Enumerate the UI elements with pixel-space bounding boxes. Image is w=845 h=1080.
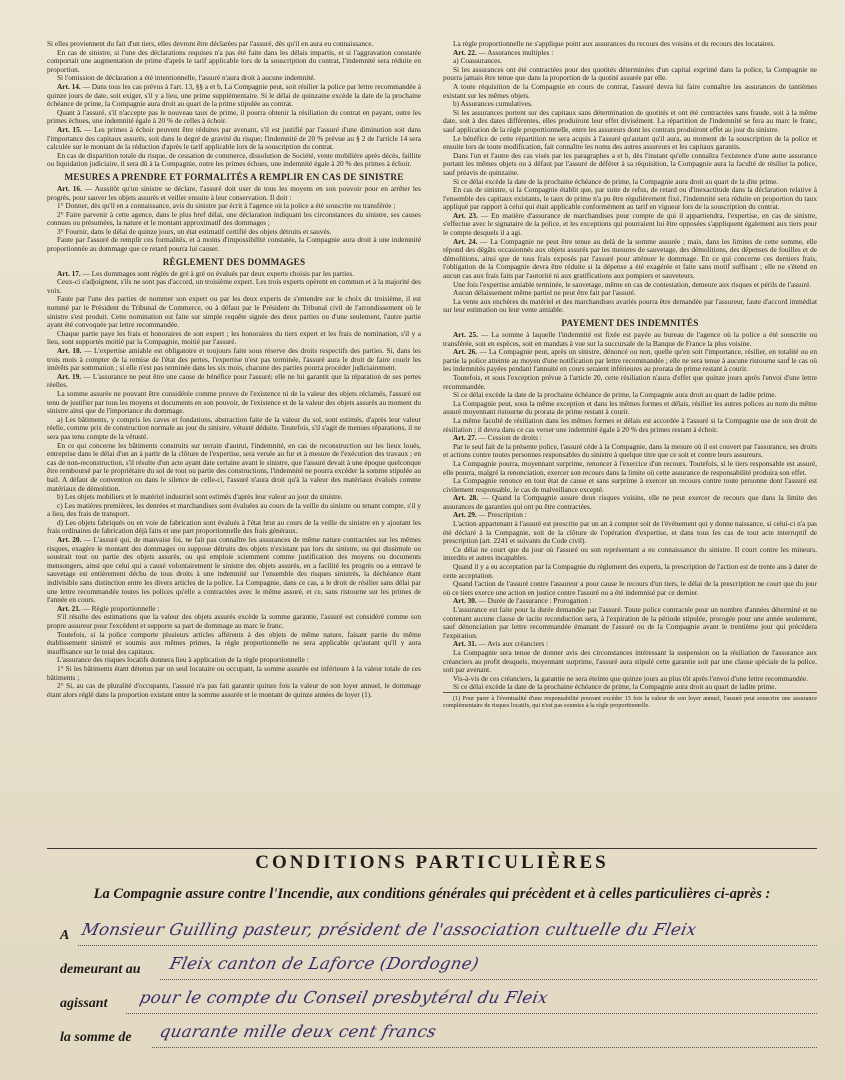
article-number: Art. 25. xyxy=(453,330,478,339)
field-sum-value: quarante mille deux cent francs xyxy=(158,1022,439,1041)
paragraph: 1° Si les bâtiments étant détenus par un seul locataire ou occupant, la somme assurée est inférieure à la valeur totale de ces bâtiments ; xyxy=(47,663,421,682)
article-text: — Durée de l'assurance : Prorogation : xyxy=(478,596,592,606)
paragraph: Faute par l'assuré de remplir ces formalités, et à moins d'impossibilité constatée, la Compagnie aura droit à une indemnité proportionnée au dommage que ce retard pourra lui causer. xyxy=(47,235,421,254)
article-paragraph xyxy=(47,373,421,390)
paragraph: Ceux-ci s'adjoignent, s'ils ne sont pas d'accord, un troisième expert. Les trois experts opèrent en commun et à la majorité des voix. xyxy=(47,277,421,295)
article-text: — Quand la Compagnie assure deux risques voisins, elle ne peut exercer de recours que dans la limite des assurances de garanties qui ont pu être contractées. xyxy=(443,493,817,511)
article-paragraph xyxy=(47,536,421,605)
paragraph: S'il résulte des estimations que la valeur des objets assurés excède la somme garantie, l'assuré est considéré comme son propre assureur pour l'excédent et supporte sa part de dommage au marc le franc. xyxy=(47,612,421,630)
paragraph: Toutefois, si la police comporte plusieurs articles afférents à des objets de même nature, faisant partie du même établissement sinistré et soumis aux mêmes primes, la règle proportionnelle ne sera applicable qu'autant qu'il y aura insuffisance sur le total des capitaux. xyxy=(47,629,421,656)
paragraph: Ce délai ne court que du jour où l'assuré ou son représentant a eu connaissance du sinistre. Il court contre les mineurs, interdits et autres incapables. xyxy=(443,544,817,563)
general-conditions-text xyxy=(47,40,817,840)
article-text: — L'expertise amiable est obligatoire et toujours faite sous réserve des droits respectifs des parties. Si, dans les trois mois à compter de la remise de l'état des pertes, l'expertise n'est pas terminée, l'assuré aura le droit de faire courir les intérêts par sommation ; si elle n'est pas terminée dans les six mois, chacune des parties pourra procéder judiciairement. xyxy=(47,346,421,373)
field-residence xyxy=(60,954,817,982)
article-text: — Avis aux créanciers : xyxy=(478,639,549,649)
paragraph: A toute réquisition de la Compagnie en cours de contrat, l'assuré devra lui faire connaître les assurances de tantièmes existant sur les mêmes objets. xyxy=(443,81,817,100)
paragraph: 3° Fournir, dans le délai de quinze jours, un état estimatif certifié des objets détruits et sauvés. xyxy=(57,226,332,236)
article-paragraph xyxy=(47,126,421,152)
paragraph: L'assurance est faite pour la durée demandée par l'assuré. Toute police contractée pour un nombre d'années déterminé et ne contenant aucune clause de tacite reconduction sera, à l'expiration de la période stipulée, prorogée pour une année seulement, sauf dénonciation par lettre recommandée émanant de l'assuré ou de la Compagnie avant le trentième jour qui précédera l'expiration. xyxy=(443,605,817,640)
article-number: Art. 27. xyxy=(453,433,477,443)
paragraph: La Compagnie peut, sous la même exception et dans les mêmes formes et délais, résilier les autres polices au nom du même assuré moyennant ristourne du prorata de prime restant à courir. xyxy=(443,398,817,417)
article-number: Art. 31. xyxy=(453,639,477,649)
article-text: — Les primes à échoir peuvent être réduites par avenant, s'il est justifié par l'assuré d'une diminution soit dans l'importance des capitaux assurés, soit dans le degré de gravité du risque; l'indemnité de 20 % prévue au § 2 de l'article 14 sera calculée sur le montant de la réduction d'après le tarif applicable lors de la souscription du contrat. xyxy=(47,124,421,152)
article-paragraph xyxy=(47,185,421,202)
field-insured-value: Monsieur Guilling pasteur, président de l'association cultuelle du Fleix xyxy=(80,920,699,939)
paragraph: La somme assurée ne pouvant être considérée comme preuve de l'existence ni de la valeur des objets réclamés, l'assuré est tenu de justifier par tous les moyens et documents en son pouvoir, de l'existence et de la valeur des objets assurés au moment du sinistre ainsi que de l'importance du dommage. xyxy=(47,388,421,416)
paragraph: La même faculté de résiliation dans les mêmes formes et délais est accordée à l'assuré si la Compagnie use de son droit de résiliation ; il devra dans ce cas verser une indemnité égale à 20 % des primes restant à échoir. xyxy=(443,415,817,434)
article-number: Art. 17. xyxy=(57,268,81,278)
article-text: — L'assuré qui, de mauvaise foi, ne fait pas connaître les assurances de même nature contractées sur les mêmes risques, exagère le montant des dommages ou suppose détruits des objets n'existant pas lors du sinistre, ou qui dissimule ou soustrait tout ou partie des objets assurés, ou qui emploie sciemment comme justification des moyens ou documents mensongers, ainsi que celui qui a causé volontairement le sinistre des objets assurés, en a facilité les progrès ou a entravé le sauvetage est entièrement déchu de tous droits à une indemnité sur l'ensemble des risques sinistrés, la déchéance étant indivisible sans distinction entre les divers articles de la police. La Compagnie, dans ce cas, a le droit de résilier sans délai par une lettre recommandée toutes les polices qu'elle a contractées avec le même assuré, et ce, sans ristourne sur les primes de l'année en cours. xyxy=(47,535,421,605)
right-column xyxy=(443,40,817,840)
article-text: — Assurances multiples : xyxy=(478,47,554,57)
paragraph: 2° Faire parvenir à cette agence, dans le plus bref délai, une déclaration indiquant les circonstances du sinistre, ses causes connues ou présumées, la nature et le montant approximatif des dommages ; xyxy=(47,209,421,228)
paragraph: 1° Donner, dès qu'il en a connaissance, avis du sinistre par écrit à l'agence où la police a été souscrite ou transférée ; xyxy=(57,201,396,211)
article-number: Art. 26. xyxy=(453,347,478,357)
paragraph: Faute par l'une des parties de nommer son expert ou par les deux experts de s'entendre sur le choix du troisième, il est nommé par le Président du Tribunal de Commerce, ou à défaut par le Président du Tribunal civil de l'arrondissement où le sinistre s'est produit. Cette nomination est faite sur simple requête signée des deux parties ou d'une seulement, l'autre partie ayant été convoquée par lettre recommandée. xyxy=(47,294,421,330)
article-text: — En matière d'assurance de marchandises pour compte de qui il appartiendra, l'expertise, en cas de sinistre, s'effectue avec le signataire de la police, et les exceptions qui pourraient lui être opposées s'appliquent également aux tiers pour le compte desquels il a agi. xyxy=(443,210,817,238)
paragraph: Si les assurances ont été contractées pour des quotités déterminées d'un capital exprimé dans la police, la Compagnie ne pourra jamais être tenue que dans la proportion de la quotité assurée par elle. xyxy=(443,64,817,83)
article-text: — L'assurance ne peut être une cause de bénéfice pour l'assuré; elle ne lui garantit que la réparation de ses pertes réelles. xyxy=(47,371,421,390)
field-sum-label: la somme de xyxy=(60,1030,132,1045)
field-residence-label: demeurant au xyxy=(60,962,141,977)
article-text: — La Compagnie peut, après un sinistre, dénoncé ou non, quelle qu'en soit l'importance, résilier, en totalité ou en partie la police atteinte au moyen d'une notification par lettre recommandée ; elle ne sera tenue à aucune ristourne sauf le cas où les indemnités payées pendant l'annuité en cours seraient inférieures au prorata de prime restant à courir. xyxy=(443,347,817,374)
field-insured-line xyxy=(78,945,817,946)
article-number: Art. 21. xyxy=(57,603,81,613)
paragraph: a) Les bâtiments, y compris les caves et fondations, abstraction faite de la valeur du sol, sont estimés, d'après leur valeur réelle, comme prix de construction normale au jour du sinistre, vétusté déduite. Toutefois, s'il s'agit de menues réparations, il ne sera pas tenu compte de la vétusté. xyxy=(47,414,421,441)
field-acting xyxy=(60,988,817,1016)
left-column xyxy=(47,40,421,840)
article-number: Art. 19. xyxy=(57,371,82,381)
paragraph: Quand l'action de l'assuré contre l'assureur a pour cause le recours d'un tiers, le délai de la prescription ne court que du jour où ce tiers exerce une action en justice contre l'assuré ou a été indemnisé par ce dernier. xyxy=(443,579,817,597)
paragraph: Aucun délaissement même partiel ne peut être fait par l'assuré. xyxy=(453,288,636,298)
article-number: Art. 28. xyxy=(453,493,479,503)
paragraph: d) Les objets fabriqués ou en voie de fabrication sont évalués à l'état brut au cours de la veille du sinistre en y ajoutant les frais ordinaires de fabrication déjà faits et une part proportionnelle des frais généraux. xyxy=(47,517,421,536)
field-residence-line xyxy=(160,979,817,980)
paragraph: Chaque partie paye les frais et honoraires de son expert ; les honoraires du tiers expert et les frais de nomination, s'il y a lieu, sont supportés moitié par la Compagnie, moitié par l'assuré. xyxy=(47,328,421,347)
paragraph: En cas de disparition totale du risque, de cessation de commerce, dissolution de Société, vente mobilière après décès, faillite ou liquidation judiciaire, il sera dû à la Compagnie, outre les primes échues, une indemnité égale à 20 % des primes à échoir. xyxy=(47,150,421,169)
field-acting-value: pour le compte du Conseil presbytéral du Fleix xyxy=(138,988,550,1007)
field-sum xyxy=(60,1022,817,1050)
article-number: Art. 24. xyxy=(453,236,478,246)
paragraph: Si ce délai excède la date de la prochaine échéance de prime, la Compagnie aura droit au quart de ladite prime. xyxy=(453,390,777,400)
paragraph: c) Les matières premières, les denrées et marchandises sont évaluées au cours de la veille du sinistre ou tenant compte, s'il y a lieu, des frais de transport. xyxy=(47,500,421,519)
article-number: Art. 18. xyxy=(57,346,82,355)
paragraph: b) Les objets mobiliers et le matériel industriel sont estimés d'après leur valeur au jour du sinistre. xyxy=(57,492,343,502)
field-acting-label: agissant xyxy=(60,996,108,1011)
paragraph: Toutefois, et sous l'exception prévue à l'article 20, cette résiliation n'aura d'effet que quinze jours après l'envoi d'une lettre recommandée. xyxy=(443,372,817,391)
article-text: — Aussitôt qu'un sinistre se déclare, l'assuré doit user de tous les moyens en son pouvoir pour en arrêter les progrès, pour sauver les objets assurés et veiller ensuite à leur conservation. Il doit : xyxy=(47,183,421,202)
article-number: Art. 16. xyxy=(57,183,82,193)
paragraph: La Compagnie sera tenue de donner avis des circonstances intéressant la suspension ou la résiliation de l'assurance aux créanciers au profit desquels, moyennant surprime, l'assuré aura stipulé cette garantie soit par une clause spéciale de la police, soit par avenant. xyxy=(443,647,817,675)
paragraph: La vente aux enchères du matériel et des marchandises avariés pourra être demandée par l'assureur, faute d'accord immédiat sur leur estimation ou leur vente amiable. xyxy=(443,296,817,315)
article-number: Art. 29. xyxy=(453,510,477,520)
article-number: Art. 30. xyxy=(453,596,477,606)
paragraph: Si elles proviennent du fait d'un tiers, elles devront être déclarées par l'assuré, dès qu'il en aura eu connaissance. xyxy=(47,40,374,48)
paragraph: En cas de sinistre, si l'une des déclarations requises n'a pas été faite dans les délais impartis, et si l'aggravation constatée comportait une augmentation de prime d'après le tarif applicable lors de la souscription du contrat, l'indemnité sera réduite en proportion. xyxy=(47,47,421,74)
article-paragraph xyxy=(443,494,817,511)
paragraph: Si ce délai excède la date de la prochaine échéance de prime, la Compagnie aura droit au quart de la dite prime. xyxy=(453,176,779,186)
field-insured-label: A xyxy=(60,928,70,943)
article-number: Art. 22. xyxy=(453,47,477,57)
article-text: — La Compagnie ne peut être tenue au delà de la somme assurée ; mais, dans les limites de cette somme, elle répond des dégâts occasionnés aux objets assurés par les mesures de sauvetage, des démolitions, des dépenses de fouilles et de démolitions, ainsi que de tous frais exposés par l'assuré pour atténuer le dommage. En ce qui concerne ces derniers frais, l'obligation de la Compagnie devra être réduite si la dépense a été exagérée et faite sans motif suffisant ; elle ne s'étend en aucun cas aux frais faits par l'autorité ni aux gratifications aux pompiers et sauveteurs. xyxy=(443,236,817,281)
article-text: — La somme à laquelle l'indemnité est fixée est payée au bureau de l'agence où la police a été souscrite ou transférée, soit en espèces, soit en mandats à vue sur la succursale de la Banque de France la plus voisine. xyxy=(443,330,817,348)
section-heading: MESURES A PRENDRE ET FORMALITÉS A REMPLIR EN CAS DE SINISTRE xyxy=(64,171,404,182)
paragraph: Dans l'un et l'autre des cas visés par les paragraphes a et b, dès l'instant qu'elle connaîtra l'existence d'une autre assurance portant les mêmes objets ou à défaut par l'assuré de déférer à sa réquisition, la Compagnie aura la faculté de résilier la police, sauf préavis de quinzaine. xyxy=(443,150,817,177)
article-paragraph xyxy=(443,348,817,374)
article-paragraph xyxy=(443,331,817,348)
article-number: Art. 23. xyxy=(453,210,478,220)
article-paragraph xyxy=(443,238,817,281)
field-acting-line xyxy=(126,1013,817,1014)
paragraph: En cas de sinistre, si la Compagnie établit que, par suite de refus, de retard ou d'inexactitude dans la déclaration relative à l'ensemble des capitaux existants, le taux de prime n'a pu être régulièrement fixé, l'indemnité sera réduite en proportion du taux appliqué par rapport à celui qui était applicable conformément au tarif en vigueur lors de la souscription du contrat. xyxy=(443,185,817,212)
field-insured xyxy=(60,920,817,948)
paragraph: Si ce délai excède la date de la prochaine échéance de prime, la Compagnie aura droit au quart de ladite prime. xyxy=(453,682,777,692)
conditions-subtitle: La Compagnie assure contre l'Incendie, aux conditions générales qui précèdent et à celles particulières ci-après : xyxy=(93,886,771,902)
paragraph: a) Coassurances. xyxy=(453,56,503,66)
paragraph: 2° Si, au cas de pluralité d'occupants, l'assuré n'a pas fait garantir quinze fois la valeur de son loyer annuel, le dommage étant alors réglé dans la proportion existant entre la somme assurée et le montant de quinze années de loyer (1). xyxy=(47,681,421,699)
paragraph: Vis-à-vis de ces créanciers, la garantie ne sera éteinte que quinze jours au plus tôt après l'envoi d'une lettre recommandée. xyxy=(453,673,808,683)
field-sum-line xyxy=(152,1047,817,1048)
article-paragraph xyxy=(47,83,421,109)
paragraph: L'assurance des risques locatifs donnera lieu à application de la règle proportionnelle : xyxy=(57,655,309,665)
article-text: — Règle proportionnelle : xyxy=(82,603,160,613)
conditions-title: CONDITIONS PARTICULIÈRES xyxy=(255,852,609,873)
article-number: Art. 14. xyxy=(57,81,81,91)
paragraph: Par le seul fait de la présente police, l'assuré cède à la Compagnie, dans la mesure où il est couvert par l'assurance, ses droits et actions contre toutes personnes responsables du sinistre à quelque titre que ce soit et contre leurs assureurs. xyxy=(443,441,817,460)
paragraph: L'action appartenant à l'assuré est prescrite par un an à compter soit de l'événement qui y donne naissance, si celui-ci n'a pas été déclaré à la Compagnie, soit de la clôture de l'opération d'expertise, et dans tous les cas de tout acte interruptif de prescription (art. 2241 et suivants du Code civil). xyxy=(443,519,817,546)
paragraph: Si l'omission de déclaration a été intentionnelle, l'assuré n'aura droit à aucune indemnité. xyxy=(57,73,316,83)
article-text: — Cession de droits : xyxy=(478,433,542,443)
section-heading: RÈGLEMENT DES DOMMAGES xyxy=(162,256,306,267)
article-text: — Dans tous les cas prévus à l'art. 13, §§ a et b, La Compagnie peut, soit résilier la police par lettre recommandée à quinze jours de date, soit exiger, s'il y a lieu, une prime supplémentaire. Si le délai de quinzaine excède la date de la prochaine échéance de prime, la Compagnie aura droit au quart de la prime stipulée au contrat. xyxy=(47,81,421,109)
paragraph: La Compagnie pourra, moyennant surprime, renoncer à l'exercice d'un recours. Toutefois, si le tiers responsable est assuré, elle pourra, malgré la renonciation, exercer son recours dans la limite où cette assurance de responsabilité produira son effet. xyxy=(443,458,817,477)
footnote: (1) Pour parer à l'éventualité d'une responsabilité pouvant excéder 15 fois la valeur de son loyer annuel, l'assuré peut souscrire une assurance complémentaire de risques locatifs, qui n'est pas soumise à la règle proportionnelle. xyxy=(443,692,817,710)
article-number: Art. 15. xyxy=(57,124,82,134)
paragraph: Quant à l'assuré, s'il n'accepte pas le nouveau taux de prime, il pourra obtenir la résiliation du contrat en payant, outre les primes échues, une indemnité égale à 20 % de celles à échoir. xyxy=(47,107,421,126)
article-text: — Les dommages sont réglés de gré à gré ou évalués par deux experts choisis par les parties. xyxy=(82,268,355,278)
paragraph: Quand il y a eu acceptation par la Compagnie du règlement des experts, la prescription de l'action est de trente ans à dater de cette acceptation. xyxy=(443,562,817,580)
article-text: — Prescription : xyxy=(478,510,527,520)
paragraph: En ce qui concerne les bâtiments construits sur terrain d'autrui, l'indemnité, en cas de reconstruction sur les lieux loués, entreprise dans le délai d'un an à partir de la clôture de l'expertise, sera versée au fur et à mesure de l'exécution des travaux ; en cas de non-reconstruction, s'il résulte d'un acte ayant date certaine avant le sinistre, que l'assuré devait à une époque quelconque être remboursé par le propriétaire du sol de tout ou partie des constructions, l'indemnité ne pourra excéder la somme stipulée au bail. A défaut de convention ou dans le silence de celle-ci, l'assuré n'aura droit qu'à la valeur des matériaux évalués comme matériaux de démolition. xyxy=(47,440,421,493)
article-paragraph xyxy=(443,212,817,238)
paragraph: La Compagnie renonce en tout état de cause et sans surprime à exercer un recours contre toute personne dont l'assuré est civilement responsable, le cas de malveillance excepté. xyxy=(443,476,817,494)
paragraph: b) Assurances cumulatives. xyxy=(453,99,533,109)
paragraph: Une fois l'expertise amiable terminée, le sauvetage, même en cas de contestation, demeure aux risques et périls de l'assuré. xyxy=(453,279,812,289)
field-residence-value: Fleix canton de Laforce (Dordogne) xyxy=(168,954,481,973)
article-paragraph xyxy=(47,347,421,373)
paragraph: Si les assurances portent sur des capitaux sans détermination de quotités et ont été contractées sans fraude, soit à la même date, soit à des dates différentes, elles produiront leur effet divisément. La répartition de l'indemnité se fera au marc le franc, sauf application de la règle proportionnelle, entre les assureurs dont les contrats produiront effet au jour du sinistre. xyxy=(443,107,817,134)
paragraph: Le bénéfice de cette répartition ne sera acquis à l'assuré qu'autant qu'il aura, au moment de la souscription de la police et ensuite lors de toute modification, fait connaître les noms des autres assureurs et les capitaux garantis. xyxy=(443,133,817,152)
section-heading: PAYEMENT DES INDEMNITÉS xyxy=(561,318,699,328)
paragraph: La règle proportionnelle ne s'applique point aux assurances du recours des voisins et du recours des locataires. xyxy=(453,40,776,48)
article-number: Art. 20. xyxy=(57,535,82,545)
